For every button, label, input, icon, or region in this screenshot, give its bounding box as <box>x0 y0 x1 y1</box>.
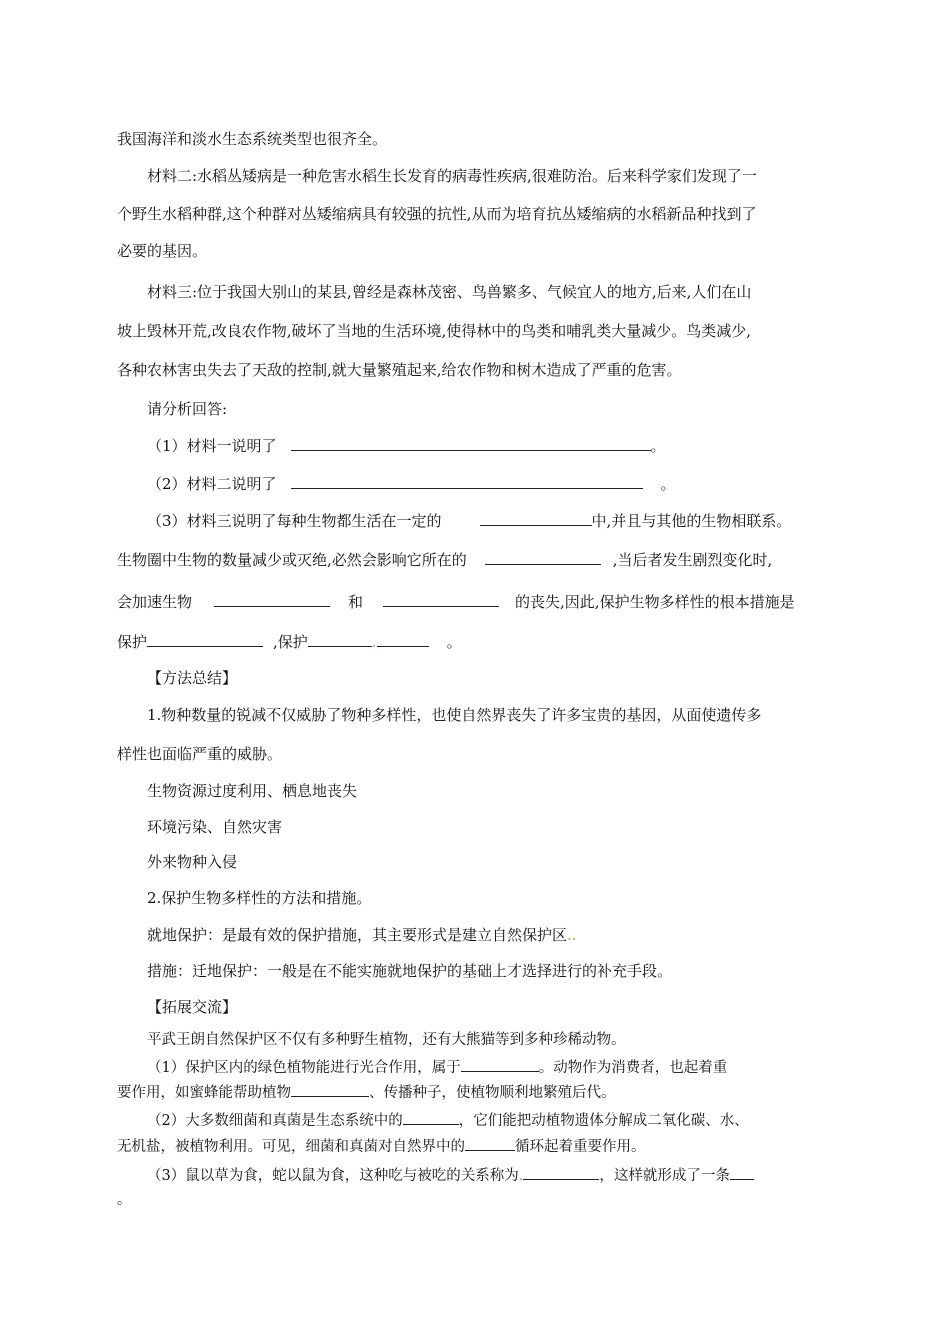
method-summary-heading: 【方法总结】 <box>147 669 238 687</box>
answer-blank-q3-protect-2b[interactable] <box>377 632 429 647</box>
answer-blank-q3-diversity-2[interactable] <box>383 592 499 607</box>
extension-heading: 【拓展交流】 <box>147 998 238 1016</box>
question-3-text-b1: 生物圈中生物的数量减少或灭绝,必然会影响它所在的 <box>117 551 467 569</box>
analyze-prompt: 请分析回答: <box>147 400 228 418</box>
extension-q3-line-2: 。 <box>117 1192 132 1208</box>
question-3-line-4 <box>117 632 462 652</box>
question-3-text-d2: ,保护 <box>273 633 308 651</box>
question-2-end: 。 <box>660 475 676 493</box>
answer-blank-material-cycle[interactable] <box>465 1136 515 1151</box>
answer-blank-q3-protect-1[interactable] <box>147 632 263 647</box>
question-2 <box>147 474 676 494</box>
extension-q2-line-1 <box>147 1110 749 1131</box>
question-3-dot: . <box>371 633 377 651</box>
answer-blank-pollination[interactable] <box>291 1082 369 1097</box>
material-three-line-1: 材料三:位于我国大别山的某县,曾经是森林茂密、鸟兽繁多、气候宜人的地方,后来,人们在山 <box>147 283 752 301</box>
question-3-text-a1: （3）材料三说明了每种生物都生活在一定的 <box>147 512 442 530</box>
method-item-1-line-1: 1.物种数量的锐减不仅威胁了物种多样性，也使自然界丧失了许多宝贵的基因，从面使遗传多 <box>147 706 762 724</box>
extension-intro: 平武王朗自然保护区不仅有多种野生植物，还有大熊猫等到多种珍稀动物。 <box>147 1032 626 1048</box>
question-3-text-c3: 的丧失,因此,保护生物多样性的根本措施是 <box>515 593 795 611</box>
extension-q3-text-a1: （3）鼠以草为食，蛇以鼠为食，这种吃与被吃的关系称为 <box>147 1168 519 1184</box>
question-3-text-c1: 会加速生物 <box>117 593 193 611</box>
answer-blank-q2[interactable] <box>291 474 643 489</box>
ex-situ-conservation: 措施：迁地保护：一般是在不能实施就地保护的基础上才选择进行的补充手段。 <box>147 962 673 980</box>
in-situ-dot: .. <box>567 926 577 944</box>
extension-q2-line-2 <box>117 1136 646 1157</box>
question-1-label: （1）材料一说明了 <box>147 437 277 455</box>
answer-blank-q3-diversity-1[interactable] <box>214 592 330 607</box>
extension-q2-text-a1: （2）大多数细菌和真菌是生态系统中的 <box>147 1113 403 1129</box>
threat-cause-3: 外来物种入侵 <box>147 853 238 871</box>
method-item-2: 2.保护生物多样性的方法和措施。 <box>147 889 372 907</box>
answer-blank-q1[interactable] <box>291 436 651 451</box>
material-three-line-2: 坡上毁林开荒,改良农作物,破坏了当地的生活环境,使得林中的鸟类和哺乳类大量减少。鸟类减少, <box>117 322 752 340</box>
question-1 <box>147 436 666 456</box>
material-two-line-3: 必要的基因。 <box>117 242 208 260</box>
extension-q3-dot: . <box>518 1168 524 1184</box>
in-situ-conservation <box>147 925 577 945</box>
extension-q1-text-a2: 。动物作为消费者，也起着重 <box>538 1060 728 1076</box>
extension-q1-line-2 <box>117 1082 616 1103</box>
question-3-end: 。 <box>446 633 462 651</box>
question-3-text-d1: 保护 <box>117 633 148 651</box>
question-3-text-b2: ,当后者发生剧烈变化时, <box>612 551 773 569</box>
in-situ-text: 就地保护：是最有效的保护措施，其主要形式是建立自然保护区 <box>147 926 568 944</box>
question-1-end: 。 <box>650 437 666 455</box>
question-3-text-c2: 和 <box>348 593 364 611</box>
answer-blank-q3-environment[interactable] <box>480 511 592 526</box>
threat-cause-2: 环境污染、自然灾害 <box>147 818 283 836</box>
answer-blank-food-relation[interactable] <box>523 1165 599 1180</box>
answer-blank-decomposer[interactable] <box>403 1110 459 1125</box>
extension-q2-text-a2: ，它们能把动植物遗体分解成二氧化碳、水、 <box>458 1113 749 1129</box>
answer-blank-producer[interactable] <box>461 1057 539 1072</box>
material-two-line-1: 材料二:水稻丛矮病是一种危害水稻生长发育的病毒性疾病,很难防治。后来科学家们发现了一 <box>147 167 757 185</box>
answer-blank-q3-ecosystem[interactable] <box>485 550 601 565</box>
extension-q3-text-a2: ，这样就形成了一条 <box>599 1168 730 1184</box>
extension-q3-line-1 <box>147 1165 754 1186</box>
extension-q1-line-1 <box>147 1057 727 1078</box>
threat-cause-1: 生物资源过度利用、栖息地丧失 <box>147 782 358 800</box>
question-3-line-1 <box>147 511 791 531</box>
question-3-text-a2: 中,并且与其他的生物相联系。 <box>591 512 792 530</box>
question-2-label: （2）材料二说明了 <box>147 475 277 493</box>
material-three-line-3: 各种农林害虫失去了天敌的控制,就大量繁殖起来,给农作物和树木造成了严重的危害。 <box>117 361 682 379</box>
answer-blank-q3-protect-2a[interactable] <box>308 632 372 647</box>
extension-q1-text-b1: 要作用，如蜜蜂能帮助植物 <box>117 1085 291 1101</box>
question-3-line-2 <box>117 550 772 570</box>
extension-q2-text-b2: 循环起着重要作用。 <box>515 1139 646 1155</box>
paragraph-ecosystem-types: 我国海洋和淡水生态系统类型也很齐全。 <box>117 130 388 148</box>
answer-blank-food-chain[interactable] <box>730 1165 754 1180</box>
extension-q1-text-a1: （1）保护区内的绿色植物能进行光合作用，属于 <box>147 1060 461 1076</box>
material-two-line-2: 个野生水稻种群,这个种群对丛矮缩病具有较强的抗性,从而为培育抗丛矮缩病的水稻新品种找到了 <box>117 205 757 223</box>
question-3-line-3 <box>117 592 795 612</box>
method-item-1-line-2: 样性也面临严重的威胁。 <box>117 745 283 763</box>
extension-q2-text-b1: 无机盐，被植物利用。可见，细菌和真菌对自然界中的 <box>117 1139 465 1155</box>
extension-q1-text-b2: 、传播种子，使植物顺利地繁殖后代。 <box>369 1085 616 1101</box>
